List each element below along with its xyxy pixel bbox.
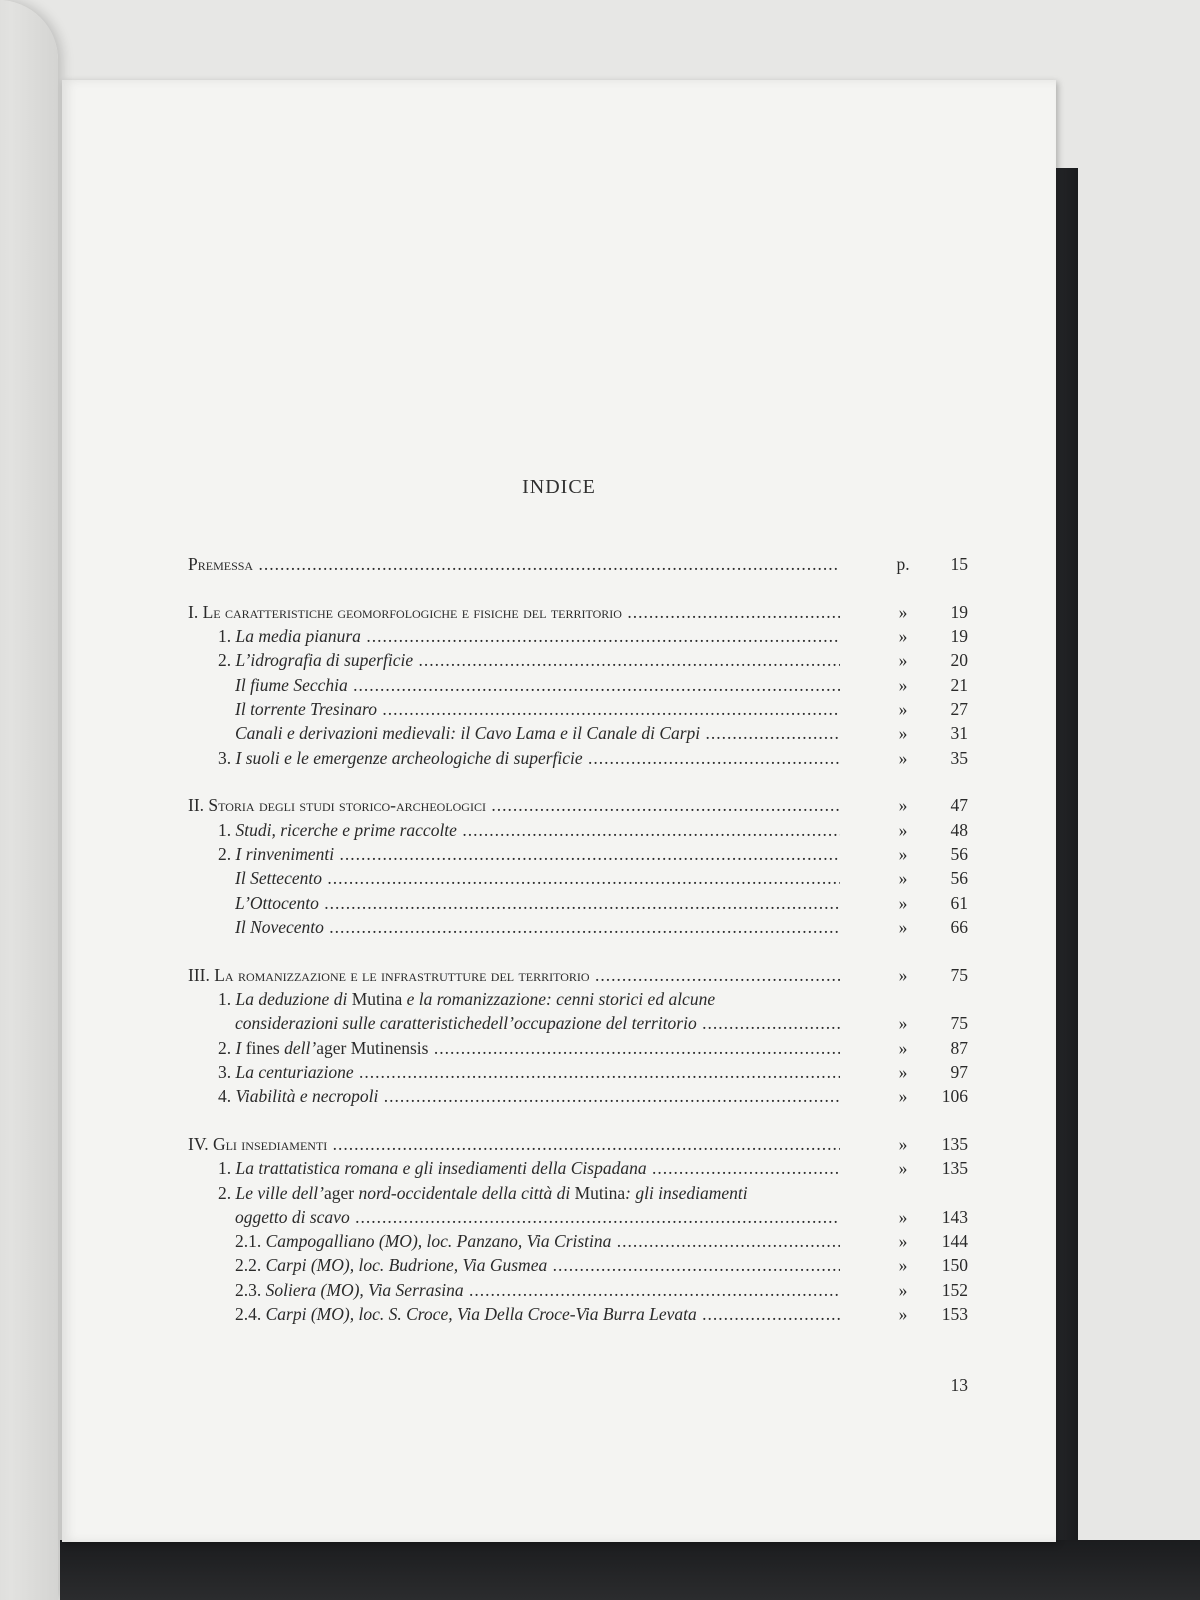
toc-entry-4-2-3[interactable]: 2.3. Soliera (MO), Via Serrasina ..... » 152: [188, 1278, 968, 1302]
toc-entry-3-1-line2[interactable]: considerazioni sulle caratteristichedell’occupazione del territorio ..... » 75: [188, 1011, 968, 1035]
page-number: 13: [950, 1375, 968, 1395]
toc-entry-1-2-tresinaro[interactable]: Il torrente Tresinaro ..... » 27: [188, 697, 968, 721]
toc-entry-1-2[interactable]: 2. L’idrografia di superficie ..... » 20: [188, 648, 968, 672]
toc-entry-2-2-ottocento[interactable]: L’Ottocento ..... » 61: [188, 891, 968, 915]
toc-entry-2-2[interactable]: 2. I rinvenimenti ..... » 56: [188, 842, 968, 866]
toc-entry-3-1-line1[interactable]: 1. La deduzione di Mutina e la romanizzazione: cenni storici ed alcune: [218, 988, 716, 1009]
toc-entry-2-2-settecento[interactable]: Il Settecento ..... » 56: [188, 866, 968, 890]
toc-entry-3-4[interactable]: 4. Viabilità e necropoli ..... » 106: [188, 1084, 968, 1108]
toc-entry-2-2-novecento[interactable]: Il Novecento ..... » 66: [188, 915, 968, 939]
toc-chapter-1[interactable]: I. Le caratteristiche geomorfologiche e fisiche del territorio ..... » 19: [188, 600, 968, 624]
toc-entry-4-2-line1[interactable]: 2. Le ville dell’ager nord-occidentale della città di Mutina: gli insediamenti: [218, 1182, 748, 1203]
toc-entry-4-2-2[interactable]: 2.2. Carpi (MO), loc. Budrione, Via Gusmea ..... » 150: [188, 1253, 968, 1277]
facing-page-edge: [0, 0, 58, 1600]
toc-entry-1-2-canali[interactable]: Canali e derivazioni medievali: il Cavo Lama e il Canale di Carpi ..... » 31: [188, 721, 968, 745]
book-page: [62, 80, 1056, 1542]
toc-entry-premessa[interactable]: Premessa ..... p. 15: [188, 552, 968, 576]
toc-entry-1-3[interactable]: 3. I suoli e le emergenze archeologiche di superficie ..... » 35: [188, 746, 968, 770]
page-title: INDICE: [522, 476, 596, 498]
toc-entry-2-1[interactable]: 1. Studi, ricerche e prime raccolte ..... » 48: [188, 818, 968, 842]
toc-entry-3-2[interactable]: 2. I fines dell’ager Mutinensis ..... » 87: [188, 1036, 968, 1060]
toc-entry-4-2-4[interactable]: 2.4. Carpi (MO), loc. S. Croce, Via Della Croce-Via Burra Levata ..... » 153: [188, 1302, 968, 1326]
toc-entry-4-2-1[interactable]: 2.1. Campogalliano (MO), loc. Panzano, Via Cristina ..... » 144: [188, 1229, 968, 1253]
toc-chapter-2[interactable]: II. Storia degli studi storico-archeologici ..... » 47: [188, 793, 968, 817]
book-shadow: [60, 1540, 1200, 1600]
toc-entry-3-3[interactable]: 3. La centuriazione ..... » 97: [188, 1060, 968, 1084]
table-of-contents: [188, 552, 968, 1326]
toc-entry-4-2-line2[interactable]: oggetto di scavo ..... » 143: [188, 1205, 968, 1229]
toc-entry-4-1[interactable]: 1. La trattatistica romana e gli insediamenti della Cispadana ..... » 135: [188, 1156, 968, 1180]
toc-entry-1-2-secchia[interactable]: Il fiume Secchia ..... » 21: [188, 673, 968, 697]
toc-entry-1-1[interactable]: 1. La media pianura ..... » 19: [188, 624, 968, 648]
toc-chapter-3[interactable]: III. La romanizzazione e le infrastrutture del territorio ..... » 75: [188, 963, 968, 987]
toc-chapter-4[interactable]: IV. Gli insediamenti ..... » 135: [188, 1132, 968, 1156]
